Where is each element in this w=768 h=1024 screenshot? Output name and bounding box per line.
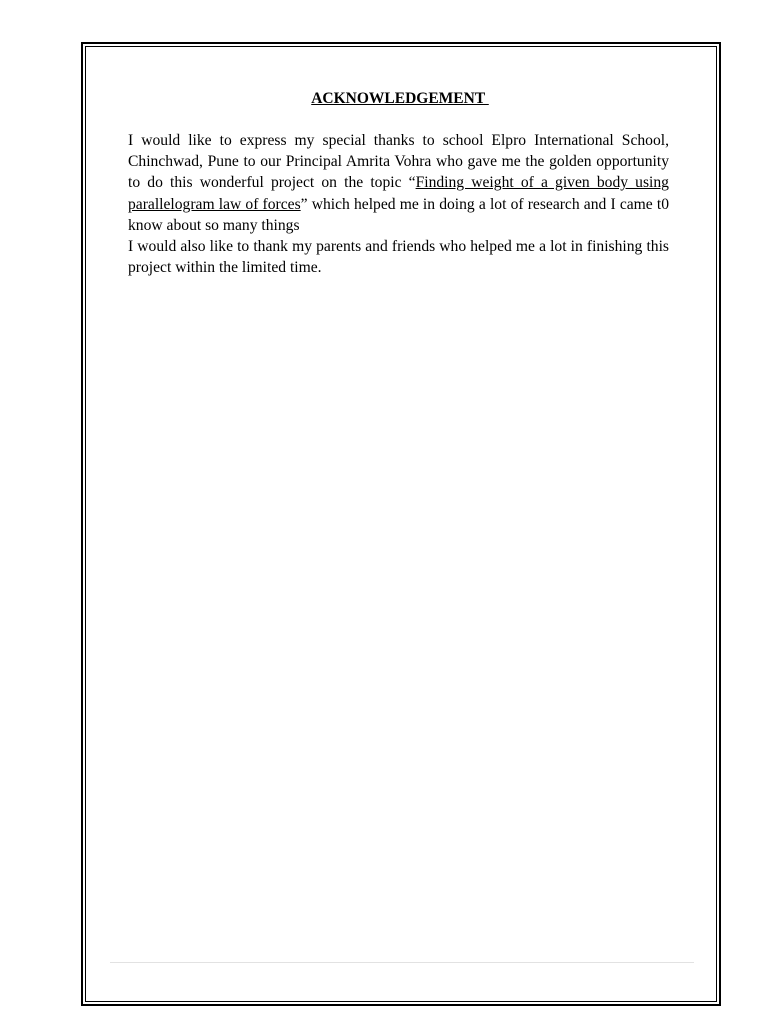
page-title: ACKNOWLEDGEMENT	[311, 90, 489, 107]
acknowledgement-body	[128, 130, 669, 278]
project-topic: Finding weight of a given body using parallelogram law of forces	[128, 174, 669, 213]
paragraph-thanks-parents: I would also like to thank my parents and friends who helped me a lot in finishing this project within the limited time.	[128, 238, 669, 277]
paragraph-thanks-school	[128, 130, 669, 236]
paragraph-text-before-topic: I would like to express my special thanks to school Elpro International School, Chinchwad, Pune to our Principal Amrita Vohra who gave me the golden opportunity to do this wonderful project on the topic “	[128, 132, 669, 192]
footer-divider	[110, 962, 694, 963]
paragraph-text-after-topic: ” which helped me in doing a lot of research and I came t0 know about so many things	[128, 195, 669, 234]
